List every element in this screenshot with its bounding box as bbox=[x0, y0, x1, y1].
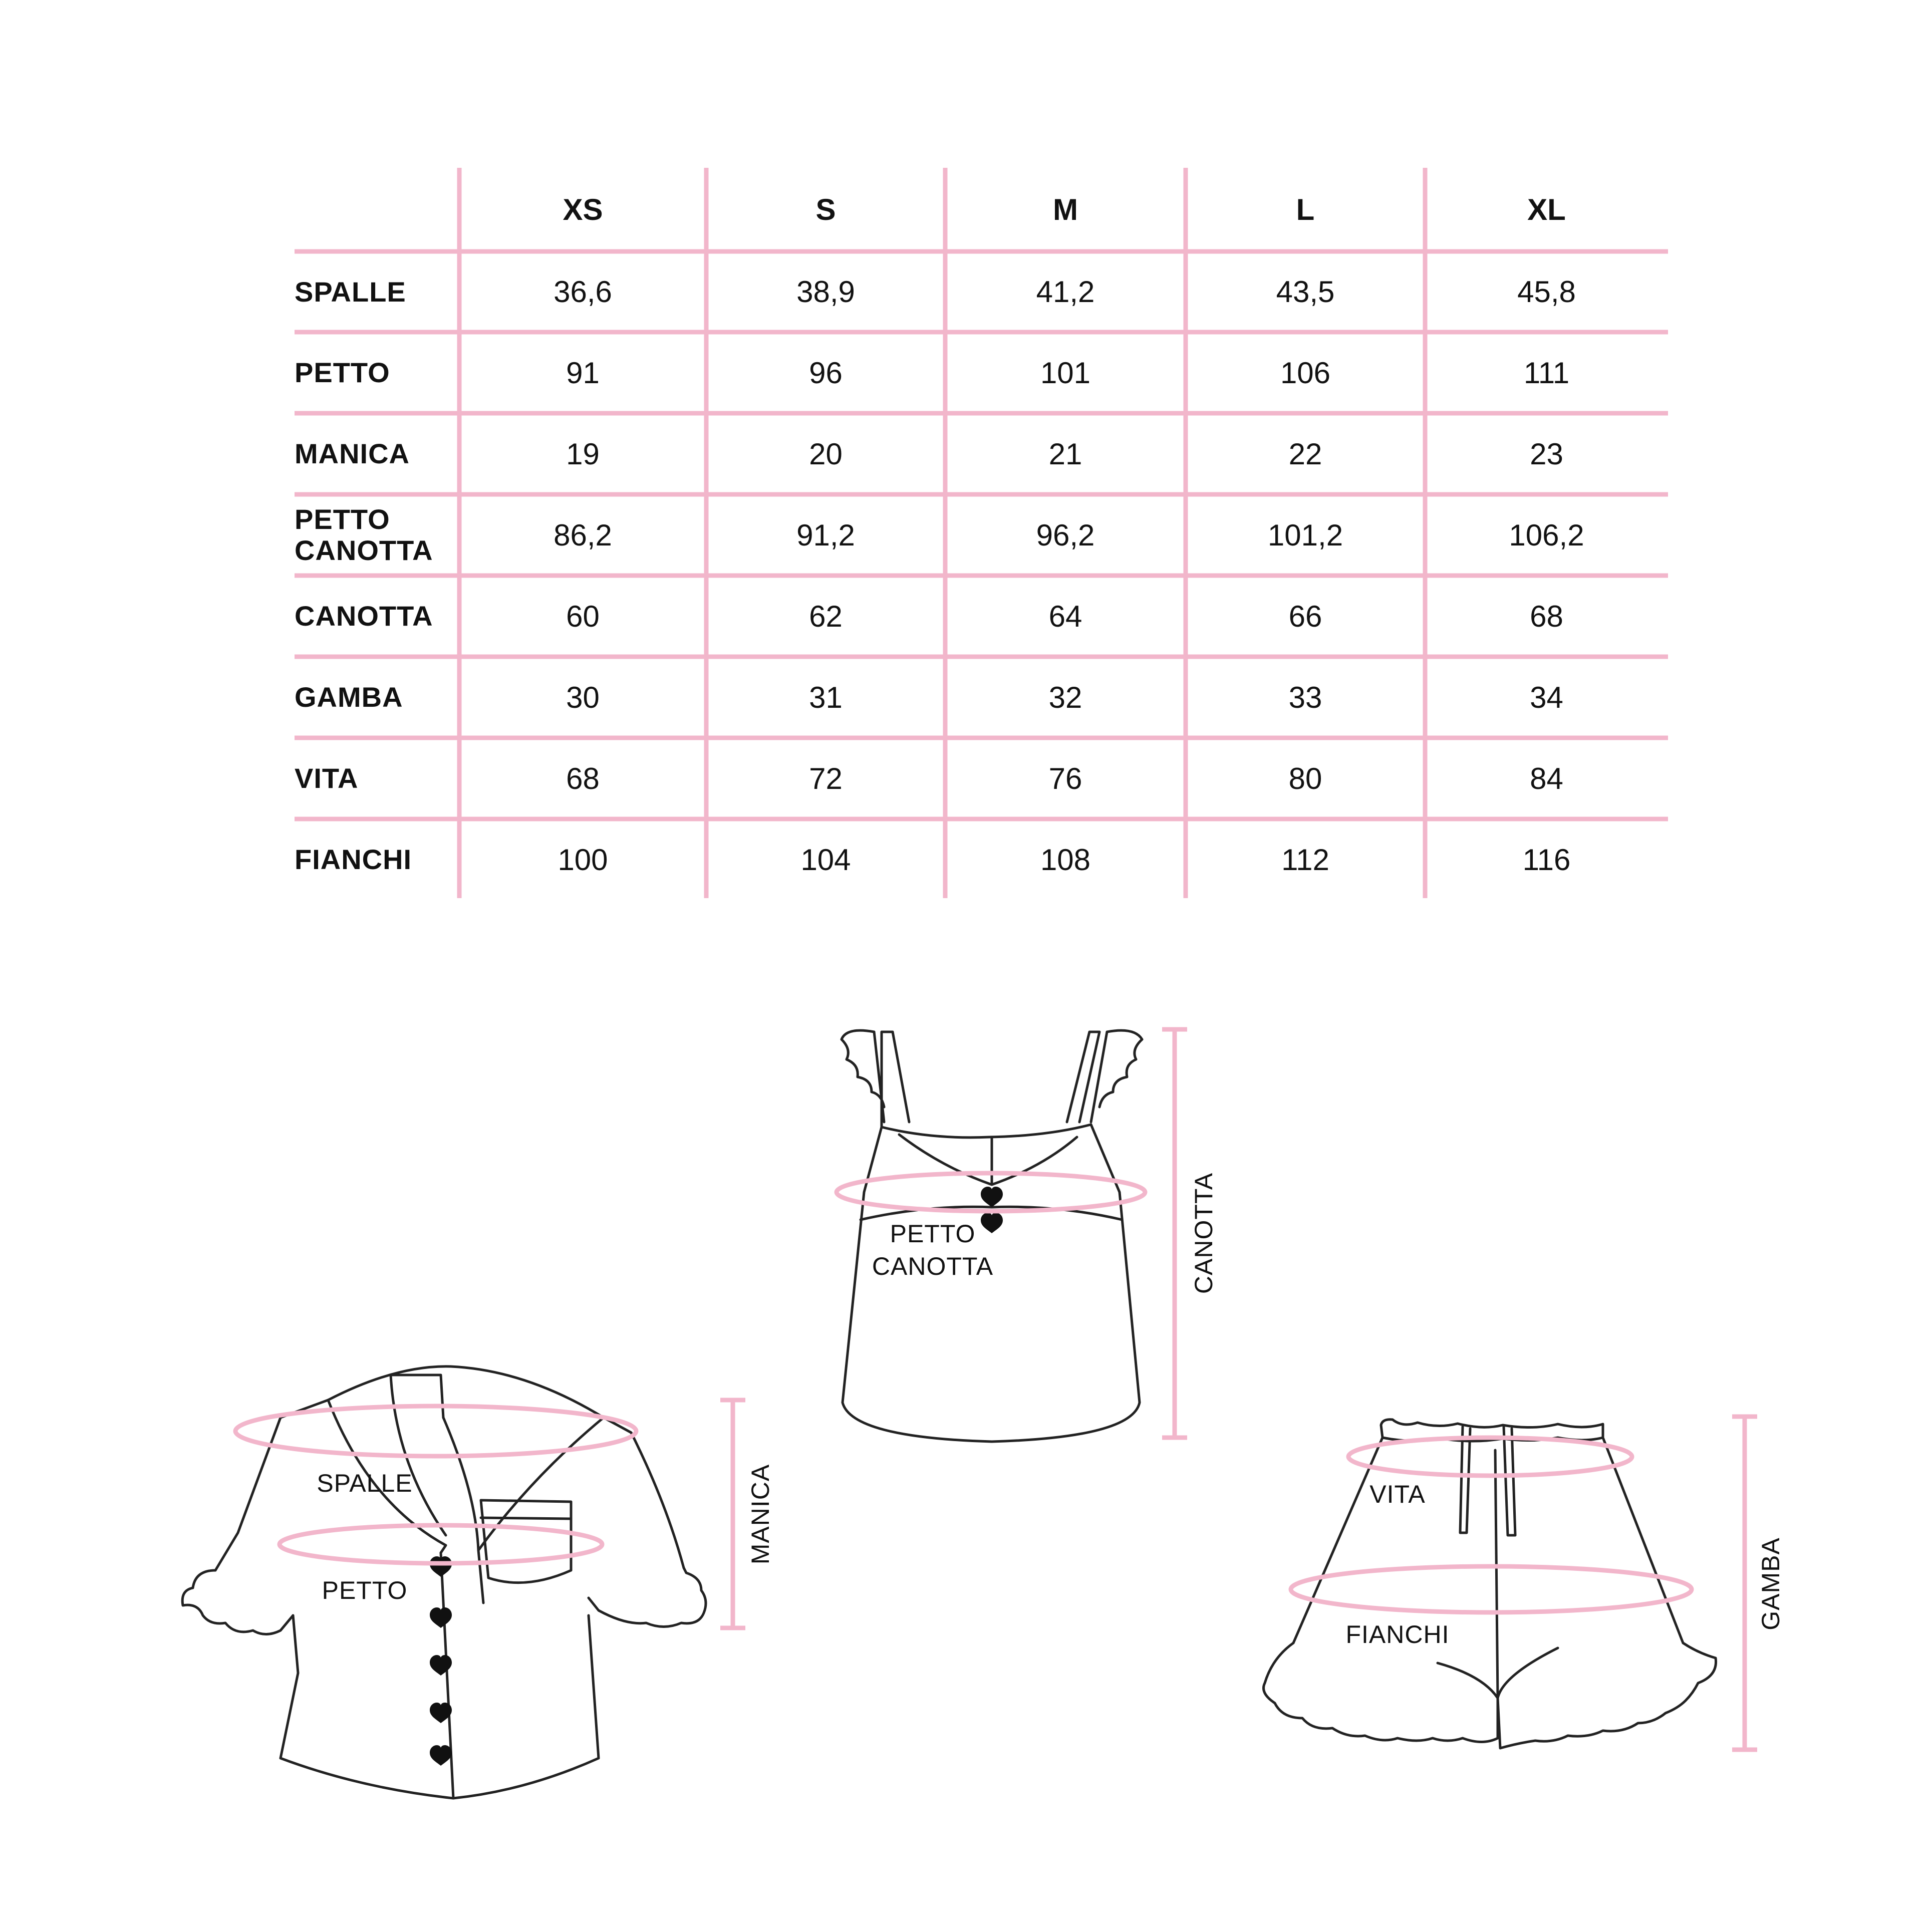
row-label-line: PETTO bbox=[295, 357, 390, 388]
row-label bbox=[295, 819, 454, 900]
table-cell: 96,2 bbox=[1036, 518, 1095, 552]
table-cell: 60 bbox=[566, 599, 600, 633]
table-cell: 43,5 bbox=[1276, 275, 1335, 309]
shirt-sleeve-label: MANICA bbox=[746, 1464, 774, 1565]
row-label bbox=[295, 657, 454, 738]
camisole-drawing bbox=[842, 1030, 1142, 1442]
shorts-leg-measure bbox=[1732, 1417, 1757, 1750]
table-cell: 66 bbox=[1288, 599, 1322, 633]
table-cell: 72 bbox=[809, 761, 843, 795]
shorts-waist-measure bbox=[1348, 1438, 1632, 1476]
table-cell: 30 bbox=[566, 680, 600, 714]
table-cell: 34 bbox=[1530, 680, 1563, 714]
size-header-l: L bbox=[1296, 193, 1315, 226]
shirt-drawing bbox=[182, 1366, 706, 1798]
row-label-line: GAMBA bbox=[295, 681, 403, 713]
table-cell: 112 bbox=[1281, 843, 1329, 877]
table-cell: 20 bbox=[809, 437, 843, 471]
table-cell: 45,8 bbox=[1517, 275, 1576, 309]
row-label bbox=[295, 413, 454, 494]
row-label-line: FIANCHI bbox=[295, 844, 412, 875]
camisole-length-measure bbox=[1162, 1029, 1187, 1438]
table-cell: 32 bbox=[1048, 680, 1082, 714]
table-cell: 84 bbox=[1530, 761, 1563, 795]
size-header-m: M bbox=[1053, 193, 1078, 226]
table-cell: 116 bbox=[1522, 843, 1571, 877]
table-cell: 64 bbox=[1048, 599, 1082, 633]
row-label bbox=[295, 576, 454, 657]
table-cell: 19 bbox=[566, 437, 600, 471]
heart-button-icon bbox=[430, 1556, 452, 1766]
table-cell: 86,2 bbox=[554, 518, 612, 552]
table-cell: 111 bbox=[1523, 356, 1570, 390]
row-label-line: MANICA bbox=[295, 438, 410, 469]
shirt-chest-label: PETTO bbox=[322, 1576, 408, 1604]
table-cell: 33 bbox=[1288, 680, 1322, 714]
table-cell: 106 bbox=[1280, 356, 1331, 390]
shirt-sleeve-measure bbox=[720, 1400, 745, 1628]
table-cell: 38,9 bbox=[796, 275, 855, 309]
shorts-drawing bbox=[1264, 1420, 1716, 1748]
shorts-hip-measure bbox=[1291, 1566, 1692, 1612]
table-cell: 96 bbox=[809, 356, 843, 390]
row-label bbox=[295, 494, 454, 576]
row-label-line: SPALLE bbox=[295, 275, 406, 308]
camisole-chest-label-1: PETTO bbox=[890, 1220, 976, 1248]
table-cell: 108 bbox=[1040, 843, 1091, 877]
table-cell: 104 bbox=[800, 843, 851, 877]
table-cell: 101 bbox=[1040, 356, 1091, 390]
table-cell: 23 bbox=[1530, 437, 1563, 471]
row-label-line: VITA bbox=[295, 762, 359, 794]
table-cell: 68 bbox=[566, 761, 600, 795]
shorts-leg-label: GAMBA bbox=[1757, 1537, 1785, 1630]
size-chart-table bbox=[0, 0, 1932, 912]
table-cell: 36,6 bbox=[554, 275, 612, 309]
row-label-line: CANOTTA bbox=[295, 600, 433, 632]
camisole-length-label: CANOTTA bbox=[1190, 1172, 1218, 1294]
row-label-line: CANOTTA bbox=[295, 534, 433, 566]
table-cell: 41,2 bbox=[1036, 275, 1095, 309]
table-cell: 91,2 bbox=[796, 518, 855, 552]
table-cell: 62 bbox=[809, 599, 843, 633]
row-label-line: PETTO bbox=[295, 503, 390, 535]
table-cell: 80 bbox=[1288, 761, 1322, 795]
row-label bbox=[295, 251, 454, 332]
shirt-shoulder-measure bbox=[235, 1406, 636, 1456]
shorts-waist-label: VITA bbox=[1369, 1480, 1426, 1508]
size-header-xs: XS bbox=[563, 193, 603, 226]
row-label bbox=[295, 332, 454, 413]
camisole-chest-label-2: CANOTTA bbox=[872, 1252, 994, 1280]
shorts-hip-label: FIANCHI bbox=[1345, 1620, 1450, 1648]
table-cell: 31 bbox=[809, 680, 843, 714]
garment-diagrams bbox=[0, 977, 1932, 1853]
table-cell: 100 bbox=[558, 843, 608, 877]
table-cell: 21 bbox=[1048, 437, 1082, 471]
size-header-s: S bbox=[815, 193, 836, 226]
table-cell: 76 bbox=[1048, 761, 1082, 795]
shirt-shoulder-label: SPALLE bbox=[317, 1469, 413, 1497]
table-cell: 106,2 bbox=[1509, 518, 1584, 552]
table-cell: 22 bbox=[1288, 437, 1322, 471]
size-header-xl: XL bbox=[1527, 193, 1566, 226]
table-cell: 68 bbox=[1530, 599, 1563, 633]
table-cell: 101,2 bbox=[1267, 518, 1343, 552]
table-cell: 91 bbox=[566, 356, 600, 390]
row-label bbox=[295, 738, 454, 819]
